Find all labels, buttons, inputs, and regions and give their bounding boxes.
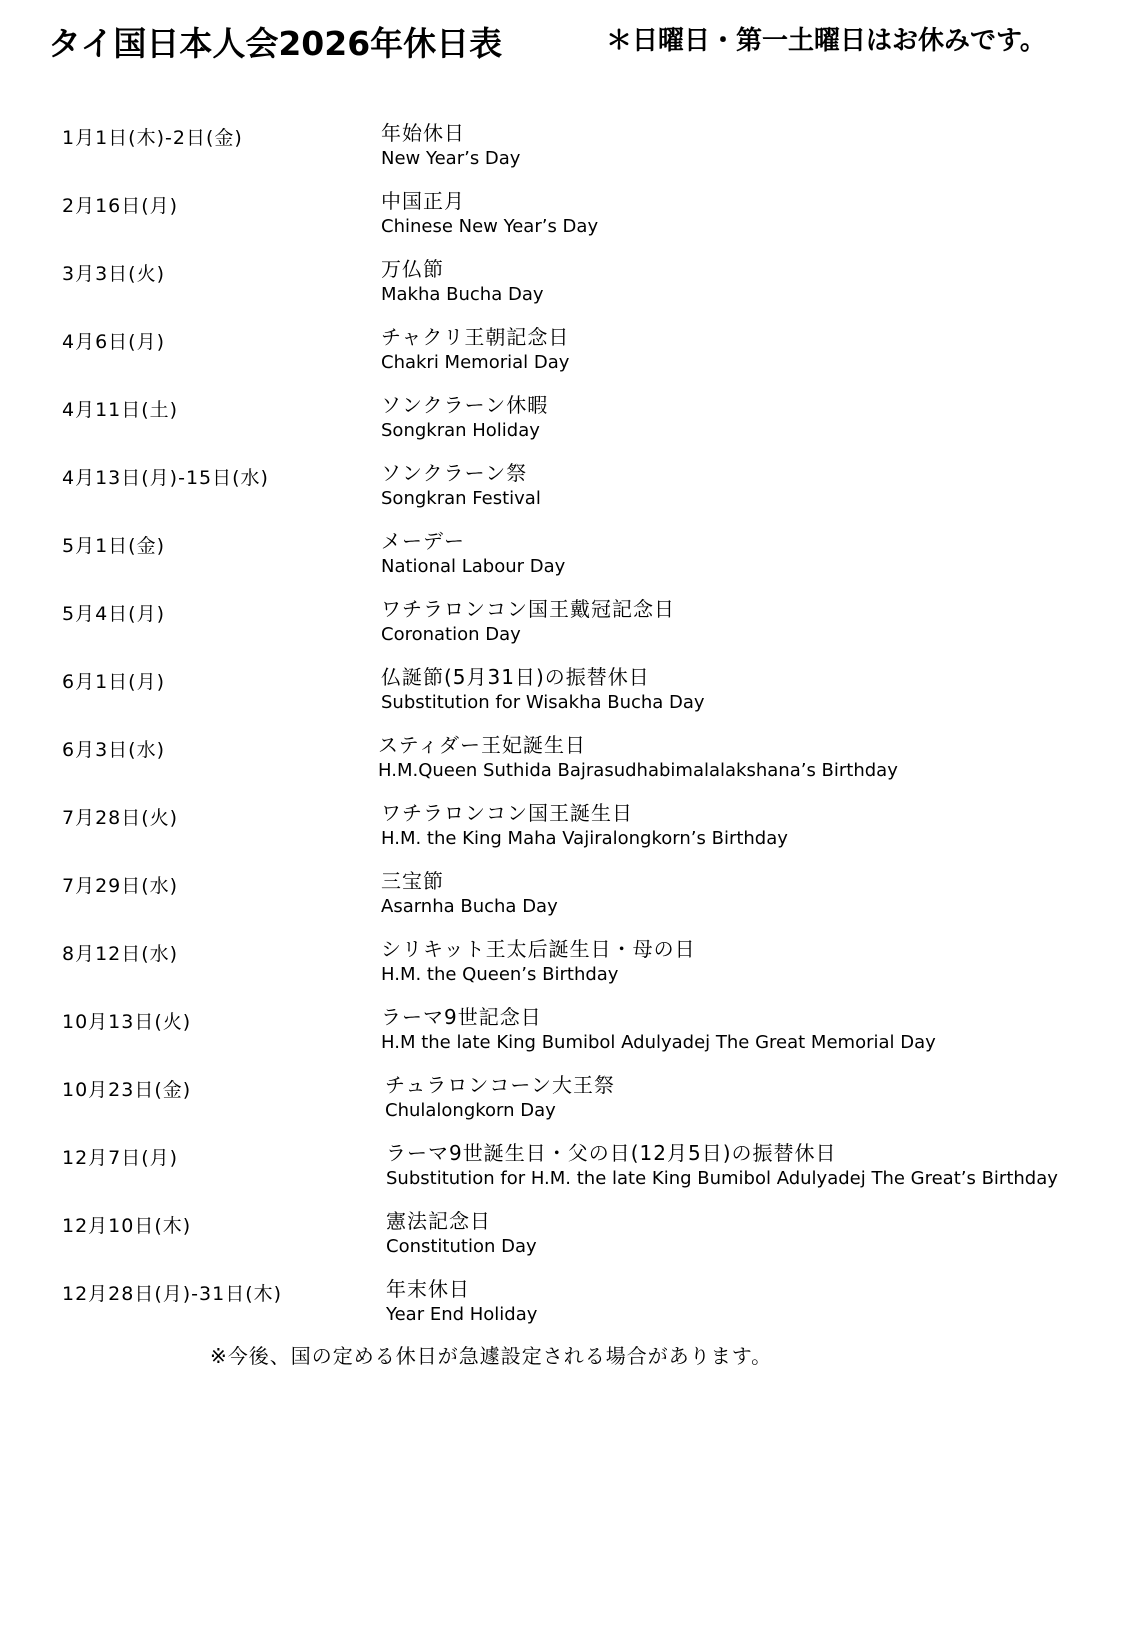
holiday-names (381, 188, 598, 240)
holiday-row (62, 324, 1122, 392)
holiday-names (381, 528, 565, 580)
holiday-name-en: Year End Holiday (386, 1304, 538, 1325)
holiday-names (381, 324, 569, 376)
holiday-names (381, 936, 696, 988)
holiday-row (62, 392, 1122, 460)
holiday-row (62, 936, 1122, 1004)
holiday-row (62, 664, 1122, 732)
holiday-row (62, 1208, 1122, 1276)
holiday-name-en: National Labour Day (381, 556, 566, 577)
holiday-names (385, 1072, 615, 1124)
holiday-row (62, 256, 1122, 324)
holiday-names (386, 1140, 1058, 1192)
holiday-name-ja: 中国正月 (381, 189, 465, 213)
holiday-name-en: Asarnha Bucha Day (381, 896, 558, 917)
holiday-name-ja: ワチラロンコン国王誕生日 (381, 801, 633, 825)
holiday-names (386, 1208, 537, 1260)
holiday-date: 5月4日(月) (62, 603, 166, 625)
holiday-names (381, 392, 548, 444)
holiday-date: 12月7日(月) (62, 1147, 179, 1169)
holiday-row (62, 596, 1122, 664)
holiday-date: 4月11日(土) (62, 399, 179, 421)
holiday-name-ja: 万仏節 (381, 257, 444, 281)
holiday-date: 4月6日(月) (62, 331, 166, 353)
holiday-name-ja: ワチラロンコン国王戴冠記念日 (381, 597, 675, 621)
holiday-name-en: Substitution for Wisakha Bucha Day (381, 692, 705, 713)
holiday-names (381, 868, 558, 920)
holiday-names (381, 800, 788, 852)
holiday-name-ja: チュラロンコーン大王祭 (385, 1073, 615, 1097)
holiday-names (381, 596, 675, 648)
holiday-name-en: Songkran Holiday (381, 420, 540, 441)
holiday-row (62, 800, 1122, 868)
holiday-row (62, 1072, 1122, 1140)
holiday-date: 10月23日(金) (62, 1079, 192, 1101)
footer-note: ※今後、国の定める休日が急遽設定される場合があります。 (210, 1344, 773, 1368)
holiday-name-en: H.M. the Queen’s Birthday (381, 964, 619, 985)
holiday-list (62, 120, 1122, 1344)
holiday-date: 12月10日(木) (62, 1215, 192, 1237)
holiday-row (62, 1140, 1122, 1208)
holiday-name-en: Chulalongkorn Day (385, 1100, 556, 1121)
holiday-date: 7月28日(火) (62, 807, 179, 829)
holiday-row (62, 528, 1122, 596)
holiday-name-ja: シリキット王太后誕生日・母の日 (381, 937, 696, 961)
holiday-name-en: Chakri Memorial Day (381, 352, 570, 373)
holiday-date: 3月3日(火) (62, 263, 166, 285)
holiday-date: 10月13日(火) (62, 1011, 192, 1033)
holiday-row (62, 120, 1122, 188)
holiday-name-ja: ソンクラーン休暇 (381, 393, 549, 417)
holiday-names (381, 460, 541, 512)
holiday-name-en: Chinese New Year’s Day (381, 216, 599, 237)
holiday-names (381, 256, 544, 308)
holiday-names (381, 664, 705, 716)
holiday-name-en: Substitution for H.M. the late King Bumibol Adulyadej The Great’s Birthday (386, 1168, 1058, 1189)
holiday-date: 8月12日(水) (62, 943, 179, 965)
holiday-names (381, 120, 520, 172)
holiday-row (62, 1276, 1122, 1344)
closed-days-note: ＊日曜日・第一土曜日はお休みです。 (606, 26, 1046, 56)
holiday-name-en: Coronation Day (381, 624, 521, 645)
holiday-row (62, 732, 1122, 800)
holiday-date: 6月1日(月) (62, 671, 166, 693)
holiday-row (62, 460, 1122, 528)
holiday-name-ja: 仏誕節(5月31日)の振替休日 (381, 665, 650, 689)
holiday-name-ja: 憲法記念日 (386, 1209, 491, 1233)
holiday-name-en: Makha Bucha Day (381, 284, 544, 305)
holiday-name-en: Songkran Festival (381, 488, 541, 509)
holiday-name-ja: ラーマ9世誕生日・父の日(12月5日)の振替休日 (386, 1141, 837, 1165)
holiday-row (62, 868, 1122, 936)
holiday-date: 2月16日(月) (62, 195, 179, 217)
holiday-name-ja: チャクリ王朝記念日 (381, 325, 570, 349)
holiday-name-ja: ラーマ9世記念日 (381, 1005, 542, 1029)
holiday-date: 12月28日(月)-31日(木) (62, 1283, 283, 1305)
holiday-date: 7月29日(水) (62, 875, 179, 897)
holiday-names (386, 1276, 537, 1328)
holiday-name-en: H.M. the King Maha Vajiralongkorn’s Birthday (381, 828, 788, 849)
holiday-date: 1月1日(木)-2日(金) (62, 127, 243, 149)
holiday-name-ja: 三宝節 (381, 869, 444, 893)
holiday-date: 4月13日(月)-15日(水) (62, 467, 269, 489)
holiday-name-en: New Year’s Day (381, 148, 521, 169)
holiday-name-ja: 年始休日 (381, 121, 465, 145)
holiday-names (378, 732, 898, 784)
holiday-name-ja: メーデー (381, 529, 465, 553)
holiday-date: 6月3日(水) (62, 739, 166, 761)
holiday-row (62, 188, 1122, 256)
holiday-names (381, 1004, 936, 1056)
holiday-name-en: H.M the late King Bumibol Adulyadej The Great Memorial Day (381, 1032, 936, 1053)
holiday-row (62, 1004, 1122, 1072)
page-title: タイ国日本人会2026年休日表 (48, 24, 503, 63)
holiday-name-ja: ソンクラーン祭 (381, 461, 528, 485)
holiday-date: 5月1日(金) (62, 535, 166, 557)
holiday-name-ja: スティダー王妃誕生日 (378, 733, 586, 757)
holiday-name-en: Constitution Day (386, 1236, 537, 1257)
holiday-name-ja: 年末休日 (386, 1277, 470, 1301)
holiday-name-en: H.M.Queen Suthida Bajrasudhabimalalakshana’s Birthday (378, 760, 898, 781)
